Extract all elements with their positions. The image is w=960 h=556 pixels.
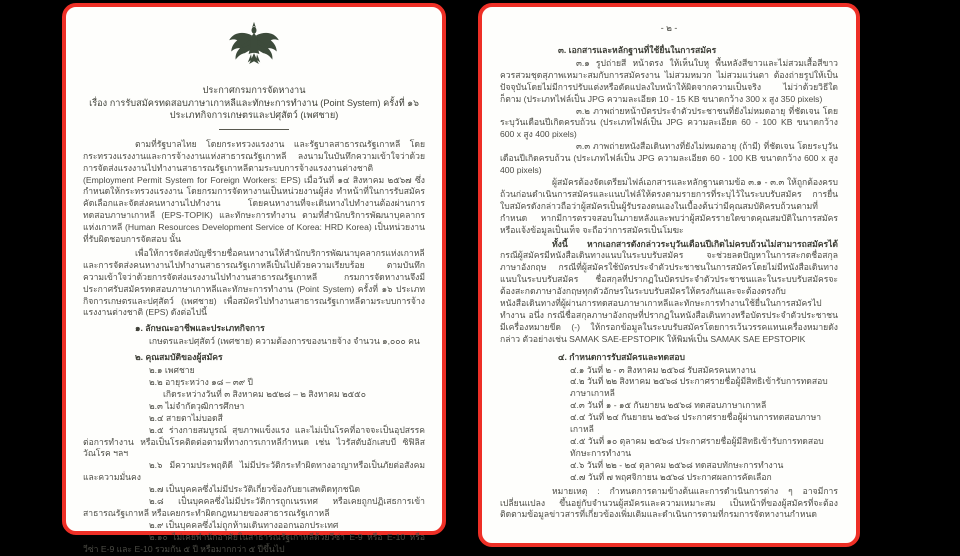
section-4-heading: ๔. กำหนดการรับสมัครและทดสอบ — [558, 351, 685, 362]
schedule-item: ๔.๑ วันที่ ๒ - ๓ สิงหาคม ๒๕๖๘ รับสมัครคนหางาน — [570, 364, 756, 375]
section-3-heading: ๓. เอกสารและหลักฐานที่ใช้ยื่นในการสมัคร — [558, 45, 717, 55]
page-number: - ๒ - — [660, 23, 678, 33]
page-2-body — [500, 45, 838, 521]
applicant-preparation-paragraph: ผู้สมัครต้องจัดเตรียมไฟล์เอกสารและหลักฐานตามข้อ ๓.๑ - ๓.๓ ให้ถูกต้องครบถ้วนก่อนดำเนินการสมัครและแนบไฟล์ให้ตรงตามรายการที่ระบุไว้ในระบบรับสมัคร การยื่นใบสมัครดังกล่าวถือว่าผู้สมัครเป็นผู้รับรองตนเองในเบื้องต้นว่ามีคุณสมบัติครบถ้วนตามที่กำหนด หากมีการตรวจสอบในภายหลังและพบว่าผู้สมัครรายใดขาดคุณสมบัติในการสมัครหรือแจ้งข้อมูลเป็นเท็จ จะถือว่าการสมัครเป็นโมฆะ — [500, 176, 838, 235]
schedule-item: ๔.๔ วันที่ ๒๔ กันยายน ๒๕๖๘ ประกาศรายชื่อผู้ผ่านการทดสอบภาษาเกาหลี — [570, 412, 822, 435]
schedule-item: ๔.๕ วันที่ ๑๐ ตุลาคม ๒๕๖๘ ประกาศรายชื่อผู้มีสิทธิเข้ารับการทดสอบทักษะการทำงาน — [570, 436, 824, 458]
passport-name-continuation: กรณีผู้สมัครมีหนังสือเดินทางแนบในระบบรับสมัคร จะช่วยลดปัญหาในการสะกดชื่อสกุลภาษาอังกฤษ กรณีที่ผู้สมัครใช้บัตรประจำตัวประชาชนในการสมัครโดยไม่มีหนังสือเดินทางแนบในระบบรับสมัคร ชื่อสกุลที่ปรากฏในบัตรประจำตัวประชาชนและในระบบรับสมัครจะต้องสะกดภาษาอังกฤษทุกตัวอักษรในระบบรับสมัครให้ตรงกันและจะต้องตรงกับหนังสือเดินทางที่ผู้ผ่านการทดสอบภาษาเกาหลีและทักษะการทำงานใช้ยื่นในการสมัครไปทำงาน อนึ่ง กรณีชื่อสกุลภาษาอังกฤษที่ปรากฏในหนังสือเดินทางหรือบัตรประจำตัวประชาชนมีเครื่องหมายขีด (-) ให้กรอกข้อมูลในระบบรับสมัครโดยการเว้นวรรคแทนเครื่องหมายดังกล่าว ตัวอย่างเช่น SAMAK SAE-EPSTOPIK ให้พิมพ์เป็น SAMAK SAE EPSTOPIK — [500, 250, 838, 344]
intro-paragraph-1: ตามที่รัฐบาลไทย โดยกระทรวงแรงงาน และรัฐบาลสาธารณรัฐเกาหลี โดยกระทรวงแรงงานและการจ้างงานแห่งสาธารณรัฐเกาหลี ลงนามในบันทึกความเข้าใจว่าด้วยการจัดส่งแรงงานไปทำงานสาธารณรัฐเกาหลีตามระบบการจ้างแรงงานต่างชาติ (Employment Permit System for Foreign Workers: EPS) เมื่อวันที่ ๑๔ สิงหาคม ๒๕๖๗ ซึ่งกำหนดให้กระทรวงแรงงาน โดยกรมการจัดหางานเป็นหน่วยงานผู้ส่ง ทำหน้าที่ในการรับสมัครคัดเลือกและจัดส่งคนหางานไปทำงาน โดยคนหางานที่จะเดินทางไปทำงานต้องผ่านการทดสอบภาษาเกาหลี (EPS-TOPIK) และทักษะการทำงาน ตามที่สำนักบริการพัฒนาบุคลากรแห่งเกาหลี (Human Resources Development Service of Korea: HRD Korea) เป็นหน่วยงานที่รับผิดชอบการจัดสอบ นั้น — [83, 138, 425, 245]
qualification-item: ๒.๕ ร่างกายสมบูรณ์ สุขภาพแข็งแรง และไม่เป็นโรคที่อาจจะเป็นอุปสรรคต่อการทำงาน หรือเป็นโรคติดต่อตามที่ทางการเกาหลีกำหนด เช่น ไวรัสตับอักเสบบี ซิฟิลิส วัณโรค ฯลฯ — [83, 424, 425, 459]
section-1-body: เกษตรและปศุสัตว์ (เพศชาย) ความต้องการของนายจ้าง จำนวน ๑,๐๐๐ คน — [149, 336, 420, 347]
document-page-1 — [62, 3, 446, 554]
document-item: ๓.๓ ภาพถ่ายหนังสือเดินทางที่ยังไม่หมดอายุ (ถ้ามี) ที่ชัดเจน โดยระบุวันเดือนปีเกิดครบถ้วน (ประเภทไฟล์เป็น JPG ความละเอียด 60 - 100 KB ขนาดกว้าง 600 x สูง 400 pixels) — [500, 141, 838, 176]
qualification-item: ๒.๑ เพศชาย — [149, 365, 195, 376]
page-1-body — [83, 139, 425, 556]
schedule-item: ๔.๓ วันที่ ๑ - ๑๕ กันยายน ๒๕๖๘ ทดสอบภาษาเกาหลี — [570, 400, 767, 411]
title-divider — [219, 129, 289, 130]
section-2-heading: ๒. คุณสมบัติของผู้สมัคร — [135, 352, 223, 363]
document-item: ๓.๒ ภาพถ่ายหน้าบัตรประจำตัวประชาชนที่ยังไม่หมดอายุ ที่ชัดเจน โดยระบุวันเดือนปีเกิดครบถ้วน (ประเภทไฟล์เป็น JPG ความละเอียด 60 - 100 KB ขนาดกว้าง 600 x สูง 400 pixels) — [500, 105, 838, 140]
qualification-item-subline: เกิดระหว่างวันที่ ๓ สิงหาคม ๒๕๒๘ – ๒ สิงหาคม ๒๕๕๐ — [163, 388, 366, 399]
schedule-item: ๔.๒ วันที่ ๒๒ สิงหาคม ๒๕๖๘ ประกาศรายชื่อผู้มีสิทธิเข้ารับการทดสอบภาษาเกาหลี — [570, 376, 828, 399]
announcement-subject-line: เรื่อง การรับสมัครทดสอบภาษาเกาหลีและทักษะการทำงาน (Point System) ครั้งที่ ๑๖ — [89, 97, 419, 108]
schedule-item: ๔.๖ วันที่ ๒๒ - ๒๔ ตุลาคม ๒๕๖๘ ทดสอบทักษะการทำงาน — [570, 459, 784, 470]
qualification-item: ๒.๔ สายตาไม่บอดสี — [149, 412, 223, 423]
qualification-item: ๒.๑๐ ไม่เคยพำนักอาศัยในสาธารณรัฐเกาหลีด้วยวีซ่า E-9 หรือ E-10 หรือ วีซ่า E-9 และ E-10 รวมกัน ๕ ปี หรือมากกว่า ๕ ปีขึ้นไป — [83, 531, 425, 554]
passport-name-paragraph — [500, 239, 838, 346]
announcement-category-line: ประเภทกิจการเกษตรและปศุสัตว์ (เพศชาย) — [169, 110, 339, 121]
bold-warning-text: ทั้งนี้ หากเอกสารดังกล่าวระบุวันเดือนปีเกิดไม่ครบถ้วนไม่สามารถสมัครได้ — [552, 238, 838, 249]
qualification-item: ๒.๗ เป็นบุคคลซึ่งไม่มีประวัติเกี่ยวข้องกับยาเสพติดทุกชนิด — [149, 484, 361, 495]
qualification-item: ๒.๒ อายุระหว่าง ๑๘ – ๓๙ ปี — [149, 377, 253, 387]
qualification-item: ๒.๓ ไม่จำกัดวุฒิการศึกษา — [149, 400, 245, 411]
section-1-heading: ๑. ลักษณะอาชีพและประเภทกิจการ — [135, 323, 265, 334]
document-item: ๓.๑ รูปถ่ายสี หน้าตรง ให้เห็นใบหู พื้นหลังสีขาวและไม่สวมเสื้อสีขาว ควรสวมชุดสุภาพเหมาะสมกับการสมัครงาน ไม่สวมหมวก ไม่สวมแว่นตา ต้องถ่ายรูปให้เป็นปัจจุบันโดยไม่มีการปรับแต่งหรือดัดแปลงใบหน้าให้ผิดจากความเป็นจริง ไม่ว่าด้วยวิธีใดก็ตาม (ประเภทไฟล์เป็น JPG ความละเอียด 10 - 15 KB ขนาดกว้าง 300 x สูง 350 pixels) — [500, 57, 838, 104]
announcement-org-title: ประกาศกรมการจัดหางาน — [202, 85, 306, 95]
document-page-2 — [478, 3, 860, 547]
qualification-item: ๒.๙ เป็นบุคคลซึ่งไม่ถูกห้ามเดินทางออกนอกประเทศ — [149, 519, 339, 530]
remark-paragraph: หมายเหตุ : กำหนดการตามข้างต้นและการดำเนินการต่าง ๆ อาจมีการเปลี่ยนแปลง ขึ้นอยู่กับจำนวนผู้สมัครและความเหมาะสม เป็นหน้าที่ของผู้สมัครที่จะต้องติดตามข้อมูลข่าวสารที่เกี่ยวข้องเพิ่มเติมและดำเนินการตามที่กรมการจัดหางานกำหนด — [500, 485, 838, 520]
schedule-item: ๔.๗ วันที่ ๗ พฤศจิกายน ๒๕๖๘ ประกาศผลการคัดเลือก — [570, 471, 772, 482]
intro-paragraph-2: เพื่อให้การจัดส่งบัญชีรายชื่อคนหางานให้สำนักบริการพัฒนาบุคลากรแห่งเกาหลี และการจัดส่งคนหางานไปทำงานสาธารณรัฐเกาหลีเป็นไปด้วยความเรียบร้อย ตามบันทึกความเข้าใจว่าด้วยการจัดส่งแรงงานไปทำงานสาธารณรัฐเกาหลี กรมการจัดหางานจึงมีประกาศรับสมัครทดสอบภาษาเกาหลีและทักษะการทำงาน (Point System) ครั้งที่ ๑๖ ประเภทกิจการเกษตรและปศุสัตว์ (เพศชาย) เพื่อสมัครไปทำงานสาธารณรัฐเกาหลีตามระบบการจ้างแรงงานต่างชาติ (EPS) ดังต่อไปนี้ — [83, 247, 425, 318]
qualification-item: ๒.๖ มีความประพฤติดี ไม่มีประวัติกระทำผิดทางอาญาหรือเป็นภัยต่อสังคมและความมั่นคง — [83, 460, 425, 483]
qualification-item: ๒.๘ เป็นบุคคลซึ่งไม่มีประวัติการถูกเนรเทศ หรือเคยถูกปฏิเสธการเข้าสาธารณรัฐเกาหลี หรือเคยกระทำผิดกฎหมายของสาธารณรัฐเกาหลี — [83, 496, 425, 518]
garuda-emblem-icon — [227, 21, 281, 81]
